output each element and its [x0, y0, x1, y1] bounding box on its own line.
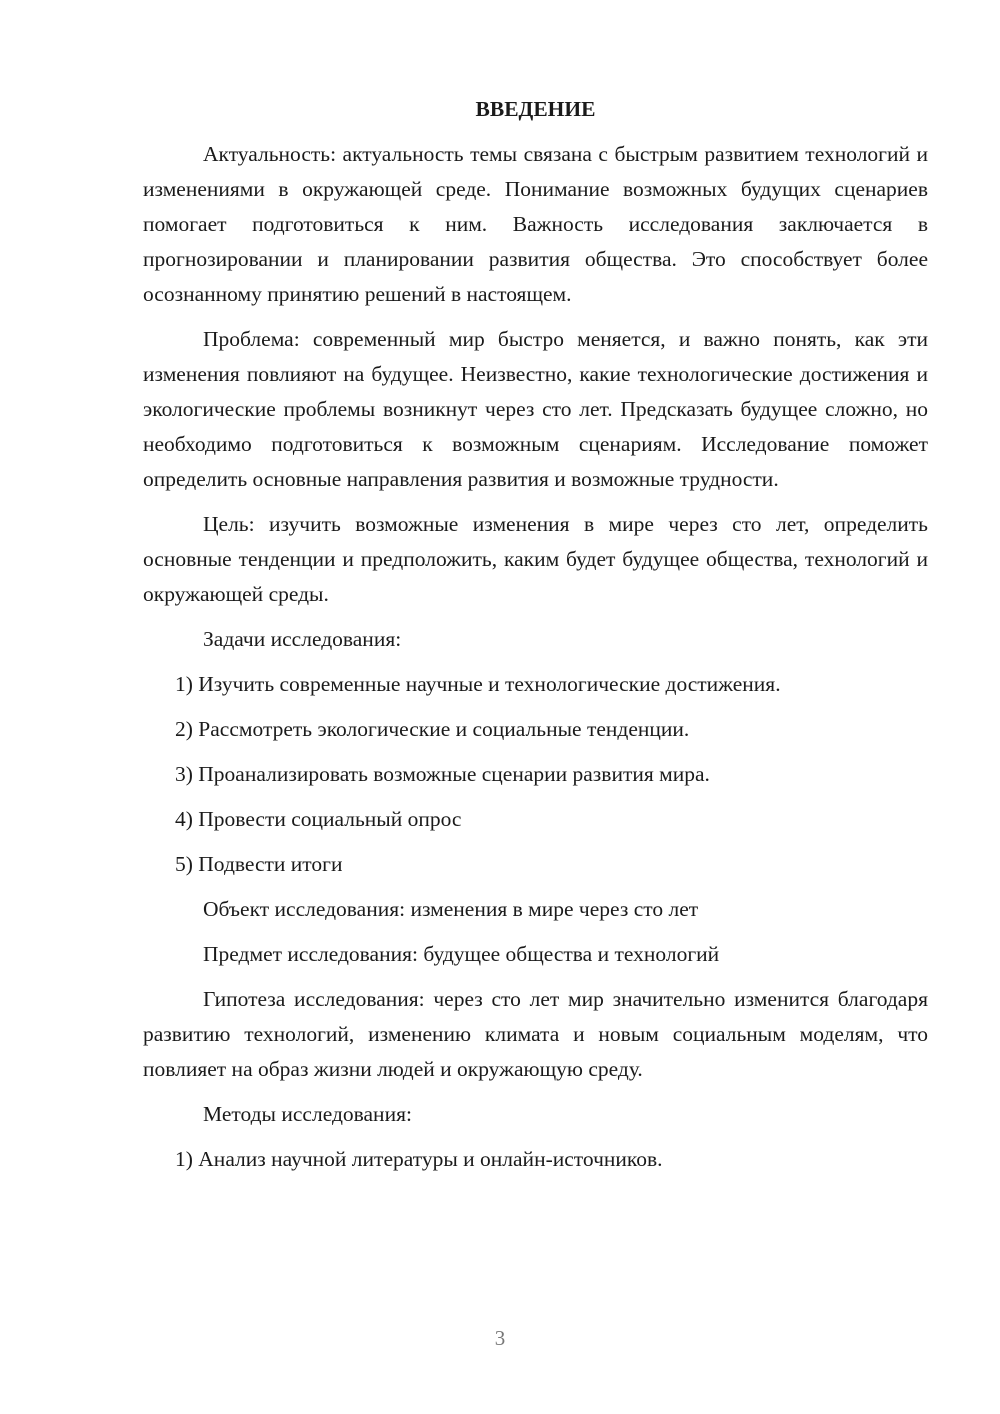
problem-paragraph: Проблема: современный мир быстро меняется, и важно понять, как эти изменения повлияют на будущее. Неизвестно, какие технологические достижения и экологические проблемы возникнут через сто лет. Предсказать будущее сложно, но необходимо подготовиться к возможным сценариям. Исследование поможет определить основные направления развития и возможные трудности.: [143, 327, 928, 491]
task-item: 4) Провести социальный опрос: [175, 807, 462, 831]
relevance-paragraph: Актуальность: актуальность темы связана с быстрым развитием технологий и изменениями в окружающей среде. Понимание возможных будущих сценариев помогает подготовиться к ним. Важность исследования заключается в прогнозировании и планировании развития общества. Это способствует более осознанному принятию решений в настоящем.: [143, 142, 928, 306]
tasks-heading: Задачи исследования:: [203, 627, 402, 651]
task-item: 2) Рассмотреть экологические и социальные тенденции.: [175, 717, 690, 741]
task-item: 3) Проанализировать возможные сценарии развития мира.: [175, 762, 710, 786]
task-item: 1) Изучить современные научные и технологические достижения.: [175, 672, 781, 696]
goal-paragraph: Цель: изучить возможные изменения в мире через сто лет, определить основные тенденции и предположить, каким будет будущее общества, технологий и окружающей среды.: [143, 512, 928, 606]
task-item: 5) Подвести итоги: [175, 852, 343, 876]
hypothesis-paragraph: Гипотеза исследования: через сто лет мир значительно изменится благодаря развитию технологий, изменению климата и новым социальным моделям, что повлияет на образ жизни людей и окружающую среду.: [143, 987, 928, 1081]
section-heading: ВВЕДЕНИЕ: [475, 97, 596, 121]
document-page: [143, 92, 928, 1187]
research-object: Объект исследования: изменения в мире через сто лет: [203, 897, 699, 921]
methods-heading: Методы исследования:: [203, 1102, 412, 1126]
method-item: 1) Анализ научной литературы и онлайн-источников.: [175, 1147, 663, 1171]
page-number: 3: [494, 1326, 506, 1350]
research-subject: Предмет исследования: будущее общества и технологий: [203, 942, 720, 966]
